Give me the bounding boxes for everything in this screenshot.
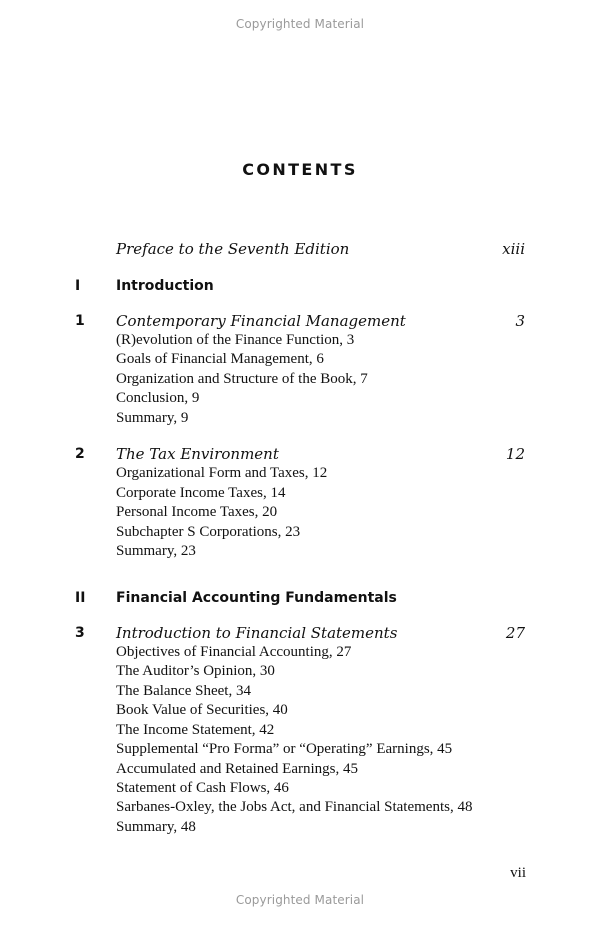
part-title: Introduction — [116, 278, 214, 294]
section-entry: The Balance Sheet, 34 — [116, 683, 251, 699]
section-entry: Corporate Income Taxes, 14 — [116, 485, 286, 501]
section-entry: Conclusion, 9 — [116, 390, 200, 406]
chapter-entry — [0, 623, 600, 643]
section-entry: Sarbanes-Oxley, the Jobs Act, and Financial Statements, 48 — [116, 799, 473, 815]
chapter-page: 27 — [505, 624, 525, 642]
section-entry: Organizational Form and Taxes, 12 — [116, 465, 328, 481]
chapter-title: Introduction to Financial Statements — [116, 624, 398, 642]
chapter-number: 2 — [75, 446, 85, 462]
section-entry: Personal Income Taxes, 20 — [116, 504, 278, 520]
section-entry: The Income Statement, 42 — [116, 722, 275, 738]
part-heading — [0, 588, 600, 608]
chapter-title: Contemporary Financial Management — [116, 312, 406, 330]
chapter-number: 1 — [75, 313, 85, 329]
chapter-page: 3 — [515, 312, 525, 330]
section-entry: Summary, 48 — [116, 819, 196, 835]
chapter-number: 3 — [75, 625, 85, 641]
section-entry: Supplemental “Pro Forma” or “Operating” Earnings, 45 — [116, 741, 453, 757]
section-entry: Goals of Financial Management, 6 — [116, 351, 324, 367]
contents-heading: CONTENTS — [242, 160, 358, 179]
part-title: Financial Accounting Fundamentals — [116, 590, 397, 606]
page-folio: vii — [510, 865, 526, 881]
section-entry: Accumulated and Retained Earnings, 45 — [116, 761, 359, 777]
section-entry: The Auditor’s Opinion, 30 — [116, 663, 275, 679]
part-heading — [0, 276, 600, 296]
chapter-title: The Tax Environment — [116, 445, 279, 463]
chapter-entry — [0, 444, 600, 464]
section-entry: (R)evolution of the Finance Function, 3 — [116, 332, 355, 348]
chapter-page: 12 — [505, 445, 525, 463]
section-entry: Summary, 23 — [116, 543, 196, 559]
part-numeral: II — [75, 590, 86, 606]
watermark-top: Copyrighted Material — [235, 17, 365, 31]
section-entry: Objectives of Financial Accounting, 27 — [116, 644, 352, 660]
preface-entry — [0, 239, 600, 259]
chapter-entry — [0, 311, 600, 331]
section-entry: Summary, 9 — [116, 410, 189, 426]
preface-page: xiii — [502, 240, 525, 258]
section-entry: Organization and Structure of the Book, 7 — [116, 371, 368, 387]
section-entry: Subchapter S Corporations, 23 — [116, 524, 301, 540]
section-entry: Book Value of Securities, 40 — [116, 702, 288, 718]
section-entry: Statement of Cash Flows, 46 — [116, 780, 289, 796]
preface-title: Preface to the Seventh Edition — [116, 240, 350, 258]
watermark-bottom: Copyrighted Material — [235, 893, 365, 907]
part-numeral: I — [75, 278, 81, 294]
